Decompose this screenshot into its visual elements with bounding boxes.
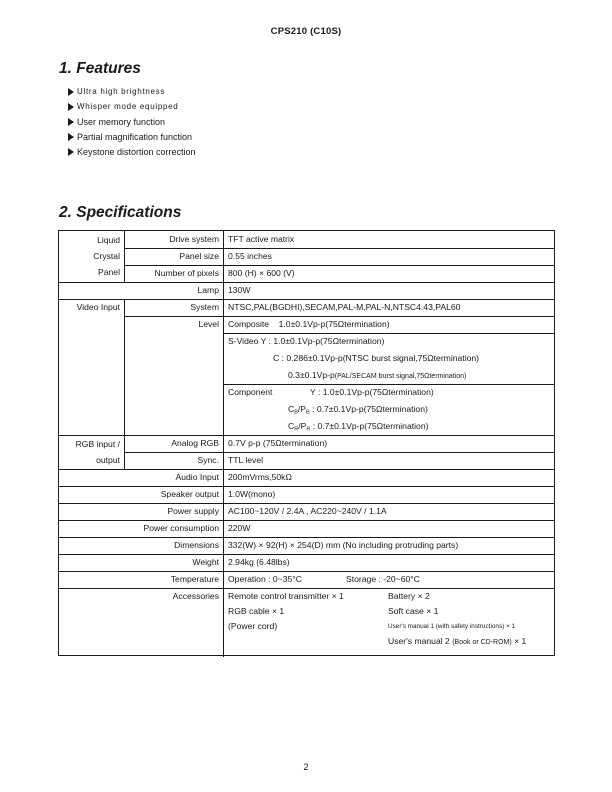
label-level: Level: [198, 319, 219, 329]
row-divider: [124, 452, 555, 453]
bullet-triangle-icon: [68, 148, 74, 156]
value-power-supply: AC100~120V / 2.4A , AC220~240V / 1.1A: [228, 506, 387, 516]
group-label-line: Crystal: [93, 251, 120, 261]
accessory-power-cord: (Power cord): [228, 621, 278, 631]
value-weight: 2.94kg (6.48lbs): [228, 557, 290, 567]
value-speaker-output: 1.0W(mono): [228, 489, 276, 499]
label-audio-input: Audio Input: [175, 472, 219, 482]
value-audio-input: 200mVrms,50kΩ: [228, 472, 292, 482]
value-analog-rgb: 0.7V p-p (75Ωtermination): [228, 438, 328, 448]
feature-text: User memory function: [77, 116, 166, 127]
value-component-cr: [288, 421, 428, 436]
value-dimensions: 332(W) × 92(H) × 254(D) mm (No including protruding parts): [228, 540, 459, 550]
label-power-consumption: Power consumption: [143, 523, 219, 533]
feature-list: [68, 84, 196, 159]
group-label-line: output: [96, 455, 120, 465]
label-number-of-pixels: Number of pixels: [154, 268, 219, 278]
row-divider: [59, 520, 555, 521]
label-panel-size: Panel size: [179, 251, 219, 261]
bullet-triangle-icon: [68, 88, 74, 96]
group-label-line: RGB input /: [75, 439, 120, 449]
value-power-consumption: 220W: [228, 523, 251, 533]
manual2-main: User's manual 2: [388, 636, 453, 646]
pr-letter: /P: [298, 421, 307, 431]
row-divider: [59, 282, 555, 283]
value-system: NTSC,PAL(BGDHI),SECAM,PAL-M,PAL-N,NTSC4.43,PAL60: [228, 302, 461, 312]
label-lamp: Lamp: [197, 285, 219, 295]
cr-letter: C: [288, 421, 295, 431]
accessory-soft-case: Soft case × 1: [388, 606, 439, 616]
row-divider: [59, 554, 555, 555]
label-drive-system: Drive system: [169, 234, 219, 244]
value-number-of-pixels: 800 (H) × 600 (V): [228, 268, 295, 278]
accessory-manual-2: [388, 636, 526, 648]
value-temperature-operation: Operation : 0~35°C: [228, 574, 302, 584]
value-level-svideo-c: C : 0.286±0.1Vp-p(NTSC burst signal,75Ωtermination): [273, 353, 480, 363]
manual2-note: (Book or CD-ROM): [452, 639, 512, 646]
cb-value: : 0.7±0.1Vp-p(75Ωtermination): [309, 404, 428, 414]
bullet-triangle-icon: [68, 103, 74, 111]
label-weight: Weight: [192, 557, 219, 567]
feature-text: Ultra high brightness: [77, 87, 166, 96]
label-analog-rgb: Analog RGB: [171, 438, 219, 448]
row-divider: [124, 248, 555, 249]
cr-subscript: R: [294, 426, 299, 433]
row-divider: [223, 384, 555, 385]
value-level-svideo-c2: [288, 370, 466, 382]
feature-text: Partial magnification function: [77, 131, 193, 142]
row-divider: [223, 333, 555, 334]
row-divider: [124, 316, 555, 317]
label-temperature: Temperature: [170, 574, 219, 584]
row-divider: [59, 571, 555, 572]
accessory-remote: Remote control transmitter × 1: [228, 591, 344, 601]
pb-letter: /P: [297, 404, 307, 414]
features-heading: 1. Features: [59, 60, 141, 77]
feature-item: [68, 99, 196, 114]
bullet-triangle-icon: [68, 118, 74, 126]
value-component-label: Component: [228, 387, 273, 397]
svideo-c2-note: (PAL/SECAM burst signal,75Ωtermination): [334, 373, 467, 380]
feature-text: Whisper mode equipped: [77, 102, 179, 111]
accessory-manual-1: User's manual 1 (with safety instructions) × 1: [388, 623, 516, 630]
column-divider: [223, 231, 224, 657]
row-divider: [59, 299, 555, 300]
feature-item: [68, 84, 196, 99]
value-drive-system: TFT active matrix: [228, 234, 295, 244]
row-divider: [59, 537, 555, 538]
group-label-rgb: [59, 436, 120, 468]
accessory-rgb-cable: RGB cable × 1: [228, 606, 285, 616]
feature-item: [68, 114, 196, 129]
label-speaker-output: Speaker output: [160, 489, 219, 499]
specifications-heading: 2. Specifications: [59, 204, 182, 221]
cb-subscript: B: [294, 409, 298, 416]
row-divider: [59, 588, 555, 589]
label-system: System: [190, 302, 219, 312]
label-accessories: Accessories: [172, 591, 219, 601]
pr-subscript: R: [306, 426, 311, 433]
value-lamp: 130W: [228, 285, 251, 295]
cb-letter: C: [288, 404, 295, 414]
group-label-line: Panel: [98, 267, 120, 277]
row-divider: [59, 469, 555, 470]
value-sync: TTL level: [228, 455, 264, 465]
value-panel-size: 0.55 inches: [228, 251, 272, 261]
feature-item: [68, 129, 196, 144]
value-level-svideo-y: S-Video Y : 1.0±0.1Vp-p(75Ωtermination): [228, 336, 385, 346]
value-component-cb: [288, 404, 428, 419]
label-power-supply: Power supply: [167, 506, 219, 516]
feature-item: [68, 144, 196, 159]
group-label-lcd: [59, 232, 120, 280]
group-label-line: Liquid: [97, 235, 120, 245]
svideo-c2-main: 0.3±0.1Vp-p: [288, 370, 335, 380]
row-divider: [59, 486, 555, 487]
manual2-qty: × 1: [511, 636, 527, 646]
accessory-battery: Battery × 2: [388, 591, 430, 601]
value-component-y: Y : 1.0±0.1Vp-p(75Ωtermination): [310, 387, 434, 397]
bullet-triangle-icon: [68, 133, 74, 141]
row-divider: [124, 265, 555, 266]
group-label-video: Video Input: [76, 302, 120, 312]
row-divider: [59, 503, 555, 504]
value-level-composite: Composite 1.0±0.1Vp-p(75Ωtermination): [228, 319, 390, 329]
specifications-table: [58, 230, 555, 656]
feature-text: Keystone distortion correction: [77, 146, 196, 157]
cr-value: : 0.7±0.1Vp-p(75Ωtermination): [310, 421, 429, 431]
pb-subscript: B: [306, 409, 310, 416]
page-header: CPS210 (C10S): [270, 26, 342, 37]
label-sync: Sync.: [197, 455, 219, 465]
label-dimensions: Dimensions: [174, 540, 219, 550]
value-temperature-storage: Storage : -20~60°C: [346, 574, 420, 584]
page-number: 2: [303, 762, 309, 772]
